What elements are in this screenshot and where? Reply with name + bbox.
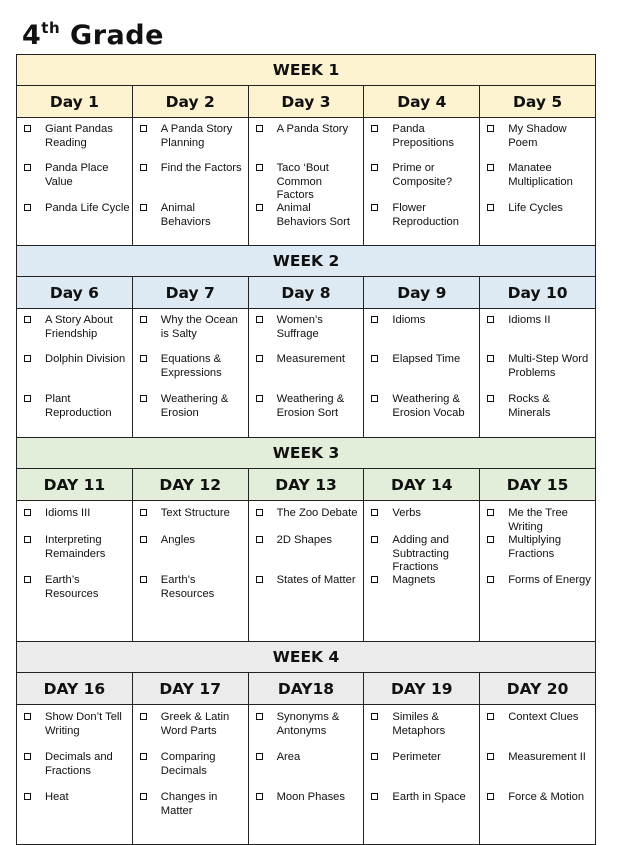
day-task-cell <box>364 501 480 642</box>
day-label: DAY 12 <box>132 469 248 501</box>
task-item <box>249 574 364 588</box>
task-item <box>133 751 248 778</box>
task-label: Flower Reproduction <box>392 202 459 228</box>
task-label: Panda Prepositions <box>392 123 454 149</box>
day-task-cell <box>248 705 364 845</box>
task-label: Women’s Suffrage <box>276 314 323 340</box>
checkbox-icon[interactable] <box>140 316 147 323</box>
day-label: Day 5 <box>480 86 596 118</box>
checkbox-icon[interactable] <box>140 536 147 543</box>
task-label: A Panda Story <box>276 123 349 135</box>
task-label: Giant Pandas Reading <box>45 123 113 149</box>
task-label: Multiplying Fractions <box>508 534 562 560</box>
day-task-cell <box>17 118 133 246</box>
task-label: Plant Reproduction <box>45 393 112 419</box>
day-task-cell <box>480 118 596 246</box>
task-item <box>364 534 479 575</box>
task-label: Animal Behaviors Sort <box>276 202 350 228</box>
checkbox-icon[interactable] <box>487 536 494 543</box>
checkbox-icon[interactable] <box>487 509 494 516</box>
task-item <box>249 202 364 229</box>
task-item <box>480 314 595 328</box>
checkbox-icon[interactable] <box>24 536 31 543</box>
checkbox-icon[interactable] <box>24 753 31 760</box>
task-label: Force & Motion <box>508 791 585 803</box>
day-label: DAY 16 <box>17 673 133 705</box>
checkbox-icon[interactable] <box>371 316 378 323</box>
day-label: DAY 19 <box>364 673 480 705</box>
checkbox-icon[interactable] <box>24 509 31 516</box>
day-label: DAY 11 <box>17 469 133 501</box>
task-label: Similes & Metaphors <box>392 711 446 737</box>
task-item <box>17 507 132 521</box>
task-item <box>364 353 479 367</box>
day-label: Day 8 <box>248 277 364 309</box>
checkbox-icon[interactable] <box>371 753 378 760</box>
task-label: Find the Factors <box>160 162 242 174</box>
checkbox-icon[interactable] <box>256 204 263 211</box>
task-label: Magnets <box>392 574 436 586</box>
page-title <box>22 10 164 54</box>
day-task-cell <box>248 309 364 438</box>
task-item <box>249 751 364 765</box>
checkbox-icon[interactable] <box>371 576 378 583</box>
checkbox-icon[interactable] <box>371 204 378 211</box>
task-item <box>249 162 364 203</box>
day-task-cell <box>480 501 596 642</box>
task-item <box>480 791 595 805</box>
week-header-row <box>17 642 596 673</box>
checkbox-icon[interactable] <box>487 204 494 211</box>
task-item <box>17 534 132 561</box>
task-item <box>17 123 132 150</box>
checkbox-icon[interactable] <box>487 355 494 362</box>
task-item <box>364 123 479 150</box>
task-label: Weathering & Erosion Sort <box>276 393 345 419</box>
checkbox-icon[interactable] <box>140 576 147 583</box>
day-label: DAY 20 <box>480 673 596 705</box>
task-item <box>249 791 364 805</box>
checkbox-icon[interactable] <box>24 395 31 402</box>
checkbox-icon[interactable] <box>371 713 378 720</box>
task-item <box>17 574 132 601</box>
week-label: WEEK 2 <box>17 246 596 277</box>
task-label: Weathering & Erosion Vocab <box>392 393 465 419</box>
day-task-cell <box>132 501 248 642</box>
task-label: Manatee Multiplication <box>508 162 573 188</box>
task-item <box>364 711 479 738</box>
task-label: Life Cycles <box>508 202 563 214</box>
day-label: Day 4 <box>364 86 480 118</box>
task-item <box>364 507 479 521</box>
task-item <box>480 353 595 380</box>
task-item <box>364 791 479 805</box>
checkbox-icon[interactable] <box>256 753 263 760</box>
checkbox-icon[interactable] <box>256 164 263 171</box>
checkbox-icon[interactable] <box>140 509 147 516</box>
task-item <box>133 314 248 341</box>
task-item <box>364 314 479 328</box>
task-item <box>133 574 248 601</box>
task-label: Heat <box>45 791 69 803</box>
task-row <box>17 118 596 246</box>
task-label: Changes in Matter <box>160 791 218 817</box>
day-label: Day 6 <box>17 277 133 309</box>
day-task-cell <box>364 705 480 845</box>
task-item <box>17 751 132 778</box>
task-item <box>364 751 479 765</box>
task-item <box>249 534 364 548</box>
day-label: Day 3 <box>248 86 364 118</box>
task-label: The Zoo Debate <box>276 507 358 519</box>
day-task-cell <box>17 501 133 642</box>
day-header-row <box>17 469 596 501</box>
task-label: Elapsed Time <box>392 353 461 365</box>
checkbox-icon[interactable] <box>487 793 494 800</box>
checkbox-icon[interactable] <box>24 164 31 171</box>
checkbox-icon[interactable] <box>371 509 378 516</box>
checkbox-icon[interactable] <box>24 204 31 211</box>
task-item <box>480 123 595 150</box>
checkbox-icon[interactable] <box>24 355 31 362</box>
day-task-cell <box>132 705 248 845</box>
day-label: DAY18 <box>248 673 364 705</box>
checkbox-icon[interactable] <box>24 713 31 720</box>
task-item <box>133 162 248 176</box>
day-label: DAY 14 <box>364 469 480 501</box>
checkbox-icon[interactable] <box>140 125 147 132</box>
checkbox-icon[interactable] <box>487 713 494 720</box>
checkbox-icon[interactable] <box>24 793 31 800</box>
task-item <box>133 202 248 229</box>
task-label: Greek & Latin Word Parts <box>160 711 230 737</box>
task-label: Measurement II <box>508 751 586 763</box>
checkbox-icon[interactable] <box>371 125 378 132</box>
week-header-row <box>17 246 596 277</box>
task-label: Area <box>276 751 301 763</box>
task-row <box>17 309 596 438</box>
checkbox-icon[interactable] <box>24 125 31 132</box>
checkbox-icon[interactable] <box>140 753 147 760</box>
task-item <box>480 393 595 420</box>
task-label: Forms of Energy <box>508 574 591 586</box>
task-item <box>249 123 364 137</box>
task-label: Animal Behaviors <box>160 202 211 228</box>
task-label: Prime or Composite? <box>392 162 453 188</box>
checkbox-icon[interactable] <box>487 576 494 583</box>
day-task-cell <box>364 309 480 438</box>
checkbox-icon[interactable] <box>24 576 31 583</box>
task-item <box>133 507 248 521</box>
checkbox-icon[interactable] <box>371 536 378 543</box>
checkbox-icon[interactable] <box>487 164 494 171</box>
day-header-row <box>17 86 596 118</box>
checkbox-icon[interactable] <box>371 164 378 171</box>
task-item <box>480 162 595 189</box>
task-label: Context Clues <box>508 711 579 723</box>
day-label: DAY 13 <box>248 469 364 501</box>
checkbox-icon[interactable] <box>256 793 263 800</box>
checkbox-icon[interactable] <box>487 316 494 323</box>
title-superscript: th <box>41 19 61 37</box>
checkbox-icon[interactable] <box>256 713 263 720</box>
day-label: DAY 17 <box>132 673 248 705</box>
task-row <box>17 705 596 845</box>
task-item <box>17 393 132 420</box>
task-item <box>480 202 595 216</box>
task-label: Verbs <box>392 507 421 519</box>
task-label: 2D Shapes <box>276 534 332 546</box>
task-label: A Panda Story Planning <box>160 123 233 149</box>
schedule-table <box>16 54 596 845</box>
checkbox-icon[interactable] <box>256 576 263 583</box>
task-item <box>249 507 364 521</box>
task-row <box>17 501 596 642</box>
task-label: Multi-Step Word Problems <box>508 353 589 379</box>
day-label: Day 9 <box>364 277 480 309</box>
day-task-cell <box>132 118 248 246</box>
task-item <box>364 393 479 420</box>
task-item <box>133 534 248 548</box>
task-label: Equations & Expressions <box>160 353 222 379</box>
week-header-row <box>17 438 596 469</box>
day-task-cell <box>17 309 133 438</box>
checkbox-icon[interactable] <box>371 355 378 362</box>
task-item <box>480 711 595 725</box>
task-label: Taco ‘Bout Common Factors <box>276 162 329 201</box>
task-label: Weathering & Erosion <box>160 393 229 419</box>
task-item <box>133 393 248 420</box>
task-label: My Shadow Poem <box>508 123 567 149</box>
task-label: Dolphin Division <box>45 353 126 365</box>
task-label: Moon Phases <box>276 791 346 803</box>
day-label: Day 1 <box>17 86 133 118</box>
task-label: Earth in Space <box>392 791 466 803</box>
day-label: Day 2 <box>132 86 248 118</box>
task-item <box>364 202 479 229</box>
task-label: Text Structure <box>160 507 230 519</box>
checkbox-icon[interactable] <box>140 355 147 362</box>
day-label: Day 10 <box>480 277 596 309</box>
day-label: DAY 15 <box>480 469 596 501</box>
checkbox-icon[interactable] <box>487 125 494 132</box>
task-item <box>249 711 364 738</box>
checkbox-icon[interactable] <box>256 509 263 516</box>
week-label: WEEK 1 <box>17 55 596 86</box>
checkbox-icon[interactable] <box>24 316 31 323</box>
task-item <box>133 353 248 380</box>
task-label: Comparing Decimals <box>160 751 216 777</box>
day-task-cell <box>248 118 364 246</box>
task-item <box>249 393 364 420</box>
task-label: A Story About Friendship <box>45 314 113 340</box>
title-number: 4 <box>22 20 42 51</box>
task-label: Panda Place Value <box>45 162 109 188</box>
task-item <box>133 791 248 818</box>
task-label: Interpreting Remainders <box>45 534 106 560</box>
day-label: Day 7 <box>132 277 248 309</box>
checkbox-icon[interactable] <box>140 204 147 211</box>
checkbox-icon[interactable] <box>256 316 263 323</box>
checkbox-icon[interactable] <box>140 713 147 720</box>
title-text: Grade <box>60 20 164 51</box>
task-item <box>133 711 248 738</box>
day-task-cell <box>132 309 248 438</box>
task-label: Idioms <box>392 314 426 326</box>
checkbox-icon[interactable] <box>256 395 263 402</box>
task-item <box>480 534 595 561</box>
day-task-cell <box>364 118 480 246</box>
checkbox-icon[interactable] <box>256 125 263 132</box>
task-label: Panda Life Cycle <box>45 202 130 214</box>
checkbox-icon[interactable] <box>487 395 494 402</box>
checkbox-icon[interactable] <box>371 793 378 800</box>
task-label: Show Don’t Tell Writing <box>45 711 122 737</box>
task-item <box>17 314 132 341</box>
task-label: States of Matter <box>276 574 356 586</box>
week-label: WEEK 4 <box>17 642 596 673</box>
task-item <box>17 791 132 805</box>
task-label: Synonyms & Antonyms <box>276 711 340 737</box>
day-task-cell <box>480 705 596 845</box>
task-label: Decimals and Fractions <box>45 751 113 777</box>
checkbox-icon[interactable] <box>256 536 263 543</box>
task-label: Measurement <box>276 353 345 365</box>
task-item <box>249 353 364 367</box>
checkbox-icon[interactable] <box>256 355 263 362</box>
checkbox-icon[interactable] <box>371 395 378 402</box>
task-item <box>480 574 595 588</box>
task-label: Earth’s Resources <box>45 574 99 600</box>
task-item <box>17 711 132 738</box>
task-item <box>133 123 248 150</box>
task-label: Why the Ocean is Salty <box>160 314 238 340</box>
day-task-cell <box>480 309 596 438</box>
week-header-row <box>17 55 596 86</box>
task-label: Idioms III <box>45 507 91 519</box>
week-label: WEEK 3 <box>17 438 596 469</box>
task-label: Adding and Subtracting Fractions <box>392 534 450 573</box>
day-task-cell <box>17 705 133 845</box>
task-item <box>17 162 132 189</box>
day-task-cell <box>248 501 364 642</box>
checkbox-icon[interactable] <box>140 793 147 800</box>
task-label: Perimeter <box>392 751 441 763</box>
checkbox-icon[interactable] <box>140 395 147 402</box>
task-label: Idioms II <box>508 314 551 326</box>
task-item <box>17 353 132 367</box>
task-item <box>480 751 595 765</box>
task-item <box>364 162 479 189</box>
task-item <box>249 314 364 341</box>
day-header-row <box>17 277 596 309</box>
task-item <box>480 507 595 534</box>
day-header-row <box>17 673 596 705</box>
checkbox-icon[interactable] <box>487 753 494 760</box>
task-label: Me the Tree Writing <box>508 507 568 533</box>
task-label: Earth’s Resources <box>160 574 215 600</box>
checkbox-icon[interactable] <box>140 164 147 171</box>
task-item <box>17 202 132 216</box>
task-item <box>364 574 479 588</box>
task-label: Angles <box>160 534 196 546</box>
task-label: Rocks & Minerals <box>508 393 551 419</box>
